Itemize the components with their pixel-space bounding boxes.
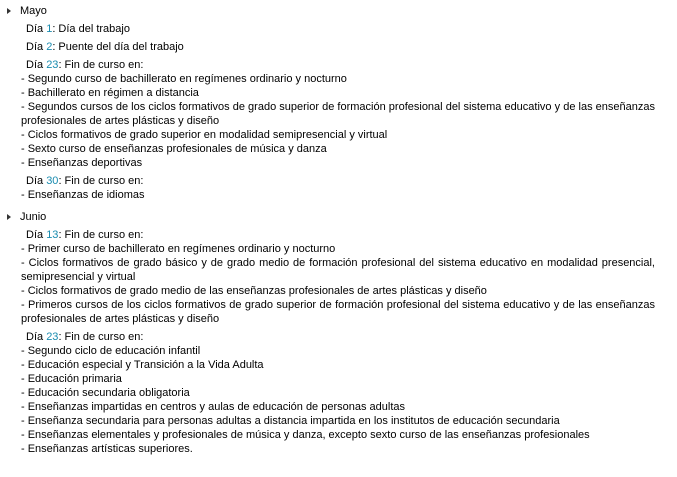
month-title: Junio (20, 211, 47, 223)
day-prefix: Día (26, 59, 47, 71)
month-header[interactable] (5, 210, 677, 224)
day-heading (21, 228, 655, 242)
months-list (0, 4, 677, 456)
day-number: 2 (46, 41, 53, 53)
list-item: - Segundos cursos de los ciclos formativos de grado superior de formación profesional del sistema educativo y de las enseñanzas profesionales de artes plásticas y diseño (21, 101, 655, 127)
list-item: - Enseñanza secundaria para personas adultas a distancia impartida en los institutos de educación secundaria (21, 415, 560, 427)
day-heading (21, 22, 655, 36)
month-title: Mayo (20, 5, 47, 17)
day-number: 13 (46, 229, 59, 241)
day-prefix: Día (26, 229, 47, 241)
list-item: - Ciclos formativos de grado básico y de grado medio de formación profesional del sistema educativo en modalidad presencial, semipresencial y virtual (21, 257, 655, 283)
day-description: : Fin de curso en: (58, 331, 144, 343)
days-list (21, 22, 655, 202)
list-item: - Enseñanzas artísticas superiores. (21, 443, 193, 455)
day-description: : Día del trabajo (52, 23, 130, 35)
day-heading (21, 58, 655, 72)
list-item: - Educación primaria (21, 373, 122, 385)
day-description: : Fin de curso en: (58, 229, 144, 241)
day-entry (21, 174, 655, 202)
day-entry (21, 22, 655, 36)
day-entry (21, 330, 655, 456)
list-item: - Educación secundaria obligatoria (21, 387, 190, 399)
list-item: - Enseñanzas de idiomas (21, 189, 145, 201)
day-number: 1 (46, 23, 53, 35)
day-prefix: Día (26, 23, 47, 35)
day-number: 23 (46, 331, 59, 343)
list-item: - Enseñanzas impartidas en centros y aulas de educación de personas adultas (21, 401, 406, 413)
list-item: - Bachillerato en régimen a distancia (21, 87, 199, 99)
list-item: - Ciclos formativos de grado superior en modalidad semipresencial y virtual (21, 129, 388, 141)
day-entry (21, 58, 655, 170)
item-list (21, 344, 655, 456)
list-item: - Segundo ciclo de educación infantil (21, 345, 201, 357)
day-number: 23 (46, 59, 59, 71)
list-item: - Segundo curso de bachillerato en regímenes ordinario y nocturno (21, 73, 347, 85)
list-item: - Ciclos formativos de grado medio de las enseñanzas profesionales de artes plásticas y diseño (21, 285, 487, 297)
month-header[interactable] (5, 4, 677, 18)
day-heading (21, 40, 655, 54)
day-description: : Puente del día del trabajo (52, 41, 184, 53)
list-item: - Enseñanzas deportivas (21, 157, 143, 169)
list-item: - Primeros cursos de los ciclos formativos de grado superior de formación profesional del sistema educativo y de las enseñanzas profesionales de artes plásticas y diseño (21, 299, 655, 325)
list-item: - Educación especial y Transición a la Vida Adulta (21, 359, 264, 371)
day-description: : Fin de curso en: (58, 175, 144, 187)
item-list (21, 242, 655, 326)
item-list (21, 72, 655, 170)
day-prefix: Día (26, 41, 47, 53)
day-number: 30 (46, 175, 59, 187)
triangle-right-icon (7, 8, 11, 14)
month-section (5, 4, 677, 202)
day-heading (21, 330, 655, 344)
list-item: - Sexto curso de enseñanzas profesionales de música y danza (21, 143, 327, 155)
days-list (21, 228, 655, 456)
day-heading (21, 174, 655, 188)
list-item: - Primer curso de bachillerato en regímenes ordinario y nocturno (21, 243, 336, 255)
month-section (5, 210, 677, 456)
day-description: : Fin de curso en: (58, 59, 144, 71)
day-entry (21, 40, 655, 54)
list-item: - Enseñanzas elementales y profesionales de música y danza, excepto sexto curso de las enseñanzas profesionales (21, 429, 590, 441)
item-list (21, 188, 655, 202)
day-prefix: Día (26, 331, 47, 343)
day-prefix: Día (26, 175, 47, 187)
triangle-right-icon (7, 214, 11, 220)
day-entry (21, 228, 655, 326)
